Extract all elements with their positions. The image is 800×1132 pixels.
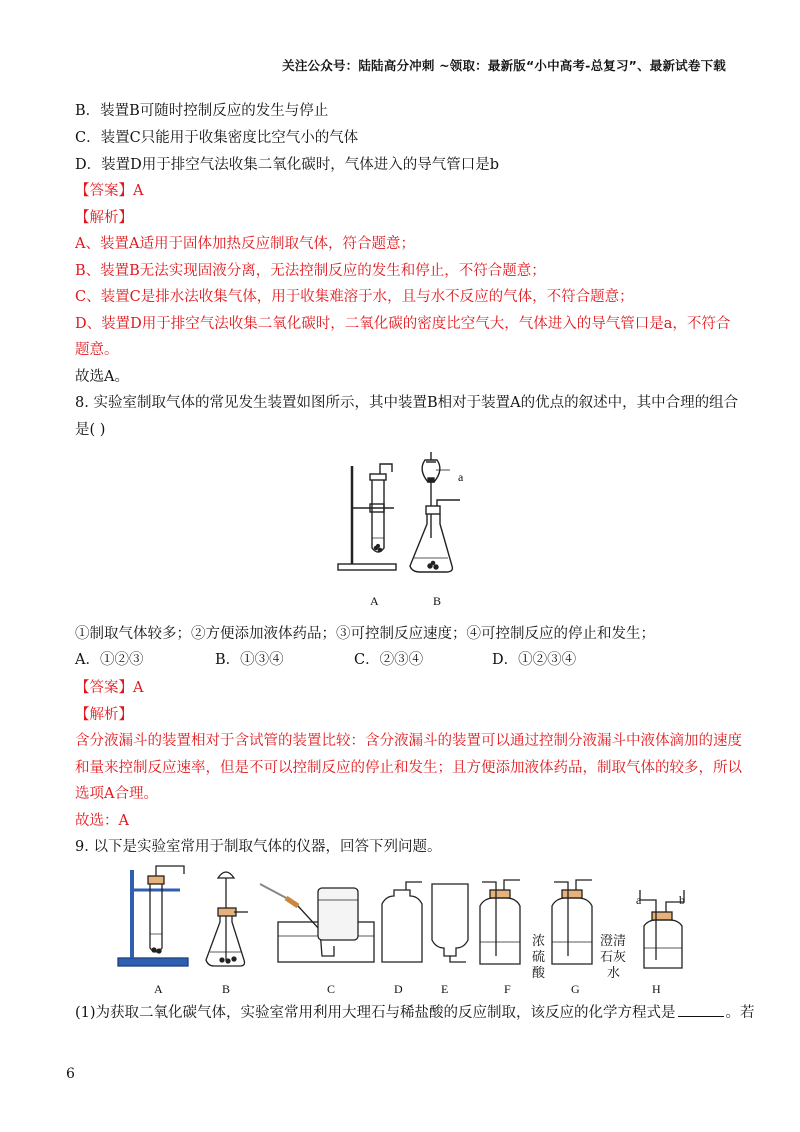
q9-label-G: G	[571, 982, 580, 996]
q8-statements: ①制取气体较多；②方便添加液体药品；③可控制反应速度；④可控制反应的停止和发生；	[75, 626, 655, 642]
q9-g-text: 澄清	[600, 933, 627, 948]
q8-option-a: A．①②③	[75, 652, 144, 668]
q9-label-H: H	[652, 982, 661, 996]
q9-stem: 9. 以下是实验室常用于制取气体的仪器，回答下列问题。	[75, 839, 442, 855]
q9-sub1-tail: 。若	[725, 1005, 755, 1021]
q9-label-D: D	[394, 982, 403, 996]
q8-option-b: B．①③④	[215, 652, 284, 668]
q8-analysis-line: 选项A合理。	[75, 786, 158, 802]
q8-option-c: C．②③④	[354, 652, 424, 668]
q7-analysis-line: D、装置D用于排空气法收集二氧化碳时，二氧化碳的密度比空气大，气体进入的导气管口是a，不符合	[75, 316, 731, 332]
q8-conclusion: 故选：A	[75, 813, 129, 829]
q9-g-text: 水	[607, 965, 621, 980]
q8-fig-label-a: a	[458, 470, 464, 484]
q7-option-d: D．装置D用于排空气法收集二氧化碳时，气体进入的导气管口是b	[75, 157, 500, 173]
q9-f-text: 硫	[532, 949, 546, 964]
q8-apparatus-figure	[330, 448, 480, 588]
q9-label-a: a	[636, 893, 642, 907]
answer-blank[interactable]	[678, 1004, 724, 1017]
q9-sub1	[75, 1001, 755, 1022]
q8-analysis-line: 含分液漏斗的装置相对于含试管的装置比较：含分液漏斗的装置可以通过控制分液漏斗中液体滴加的速度	[75, 733, 742, 749]
q9-sub1-text: (1)为获取二氧化碳气体，实验室常用利用大理石与稀盐酸的反应制取，该反应的化学方程式是	[75, 1005, 676, 1021]
q8-answer: 【答案】A	[75, 680, 144, 696]
q8-analysis-title: 【解析】	[75, 707, 133, 723]
q9-f-text: 浓	[532, 933, 546, 948]
q8-fig-label-B: B	[433, 594, 442, 608]
q7-analysis-title: 【解析】	[75, 210, 133, 226]
q9-label-E: E	[441, 982, 449, 996]
q8-stem-line1: 8. 实验室制取气体的常见发生装置如图所示，其中装置B相对于装置A的优点的叙述中，其中合理的组合	[75, 395, 739, 411]
q9-label-b: b	[679, 893, 685, 907]
page-number: 6	[66, 1066, 75, 1082]
q7-answer: 【答案】A	[75, 183, 144, 199]
q9-label-C: C	[327, 982, 336, 996]
q7-option-b: B．装置B可随时控制反应的发生与停止	[75, 103, 329, 119]
q9-label-A: A	[154, 982, 163, 996]
q8-fig-label-A: A	[370, 594, 379, 608]
q7-conclusion: 故选A。	[75, 369, 129, 385]
q9-g-text: 石灰	[600, 949, 627, 964]
q8-stem-line2: 是( )	[75, 422, 106, 438]
q9-label-F: F	[504, 982, 511, 996]
page-header: 关注公众号：陆陆高分冲刺 ~领取：最新版“小中高考-总复习”、最新试卷下载	[282, 58, 726, 73]
q7-analysis-line: B、装置B无法实现固液分离，无法控制反应的发生和停止，不符合题意；	[75, 263, 546, 279]
q7-option-c: C．装置C只能用于收集密度比空气小的气体	[75, 130, 359, 146]
q8-option-d: D．①②③④	[492, 652, 577, 668]
q9-f-text: 酸	[532, 965, 546, 980]
q7-analysis-line: C、装置C是排水法收集气体，用于收集难溶于水，且与水不反应的气体，不符合题意；	[75, 289, 634, 305]
q8-analysis-line: 和量来控制反应速率，但是不可以控制反应的停止和发生；且方便添加液体药品，制取气体的较多，所以	[75, 760, 742, 776]
q7-analysis-line: A、装置A适用于固体加热反应制取气体，符合题意；	[75, 236, 415, 252]
q7-analysis-line: 题意。	[75, 342, 119, 358]
q9-label-B: B	[222, 982, 231, 996]
